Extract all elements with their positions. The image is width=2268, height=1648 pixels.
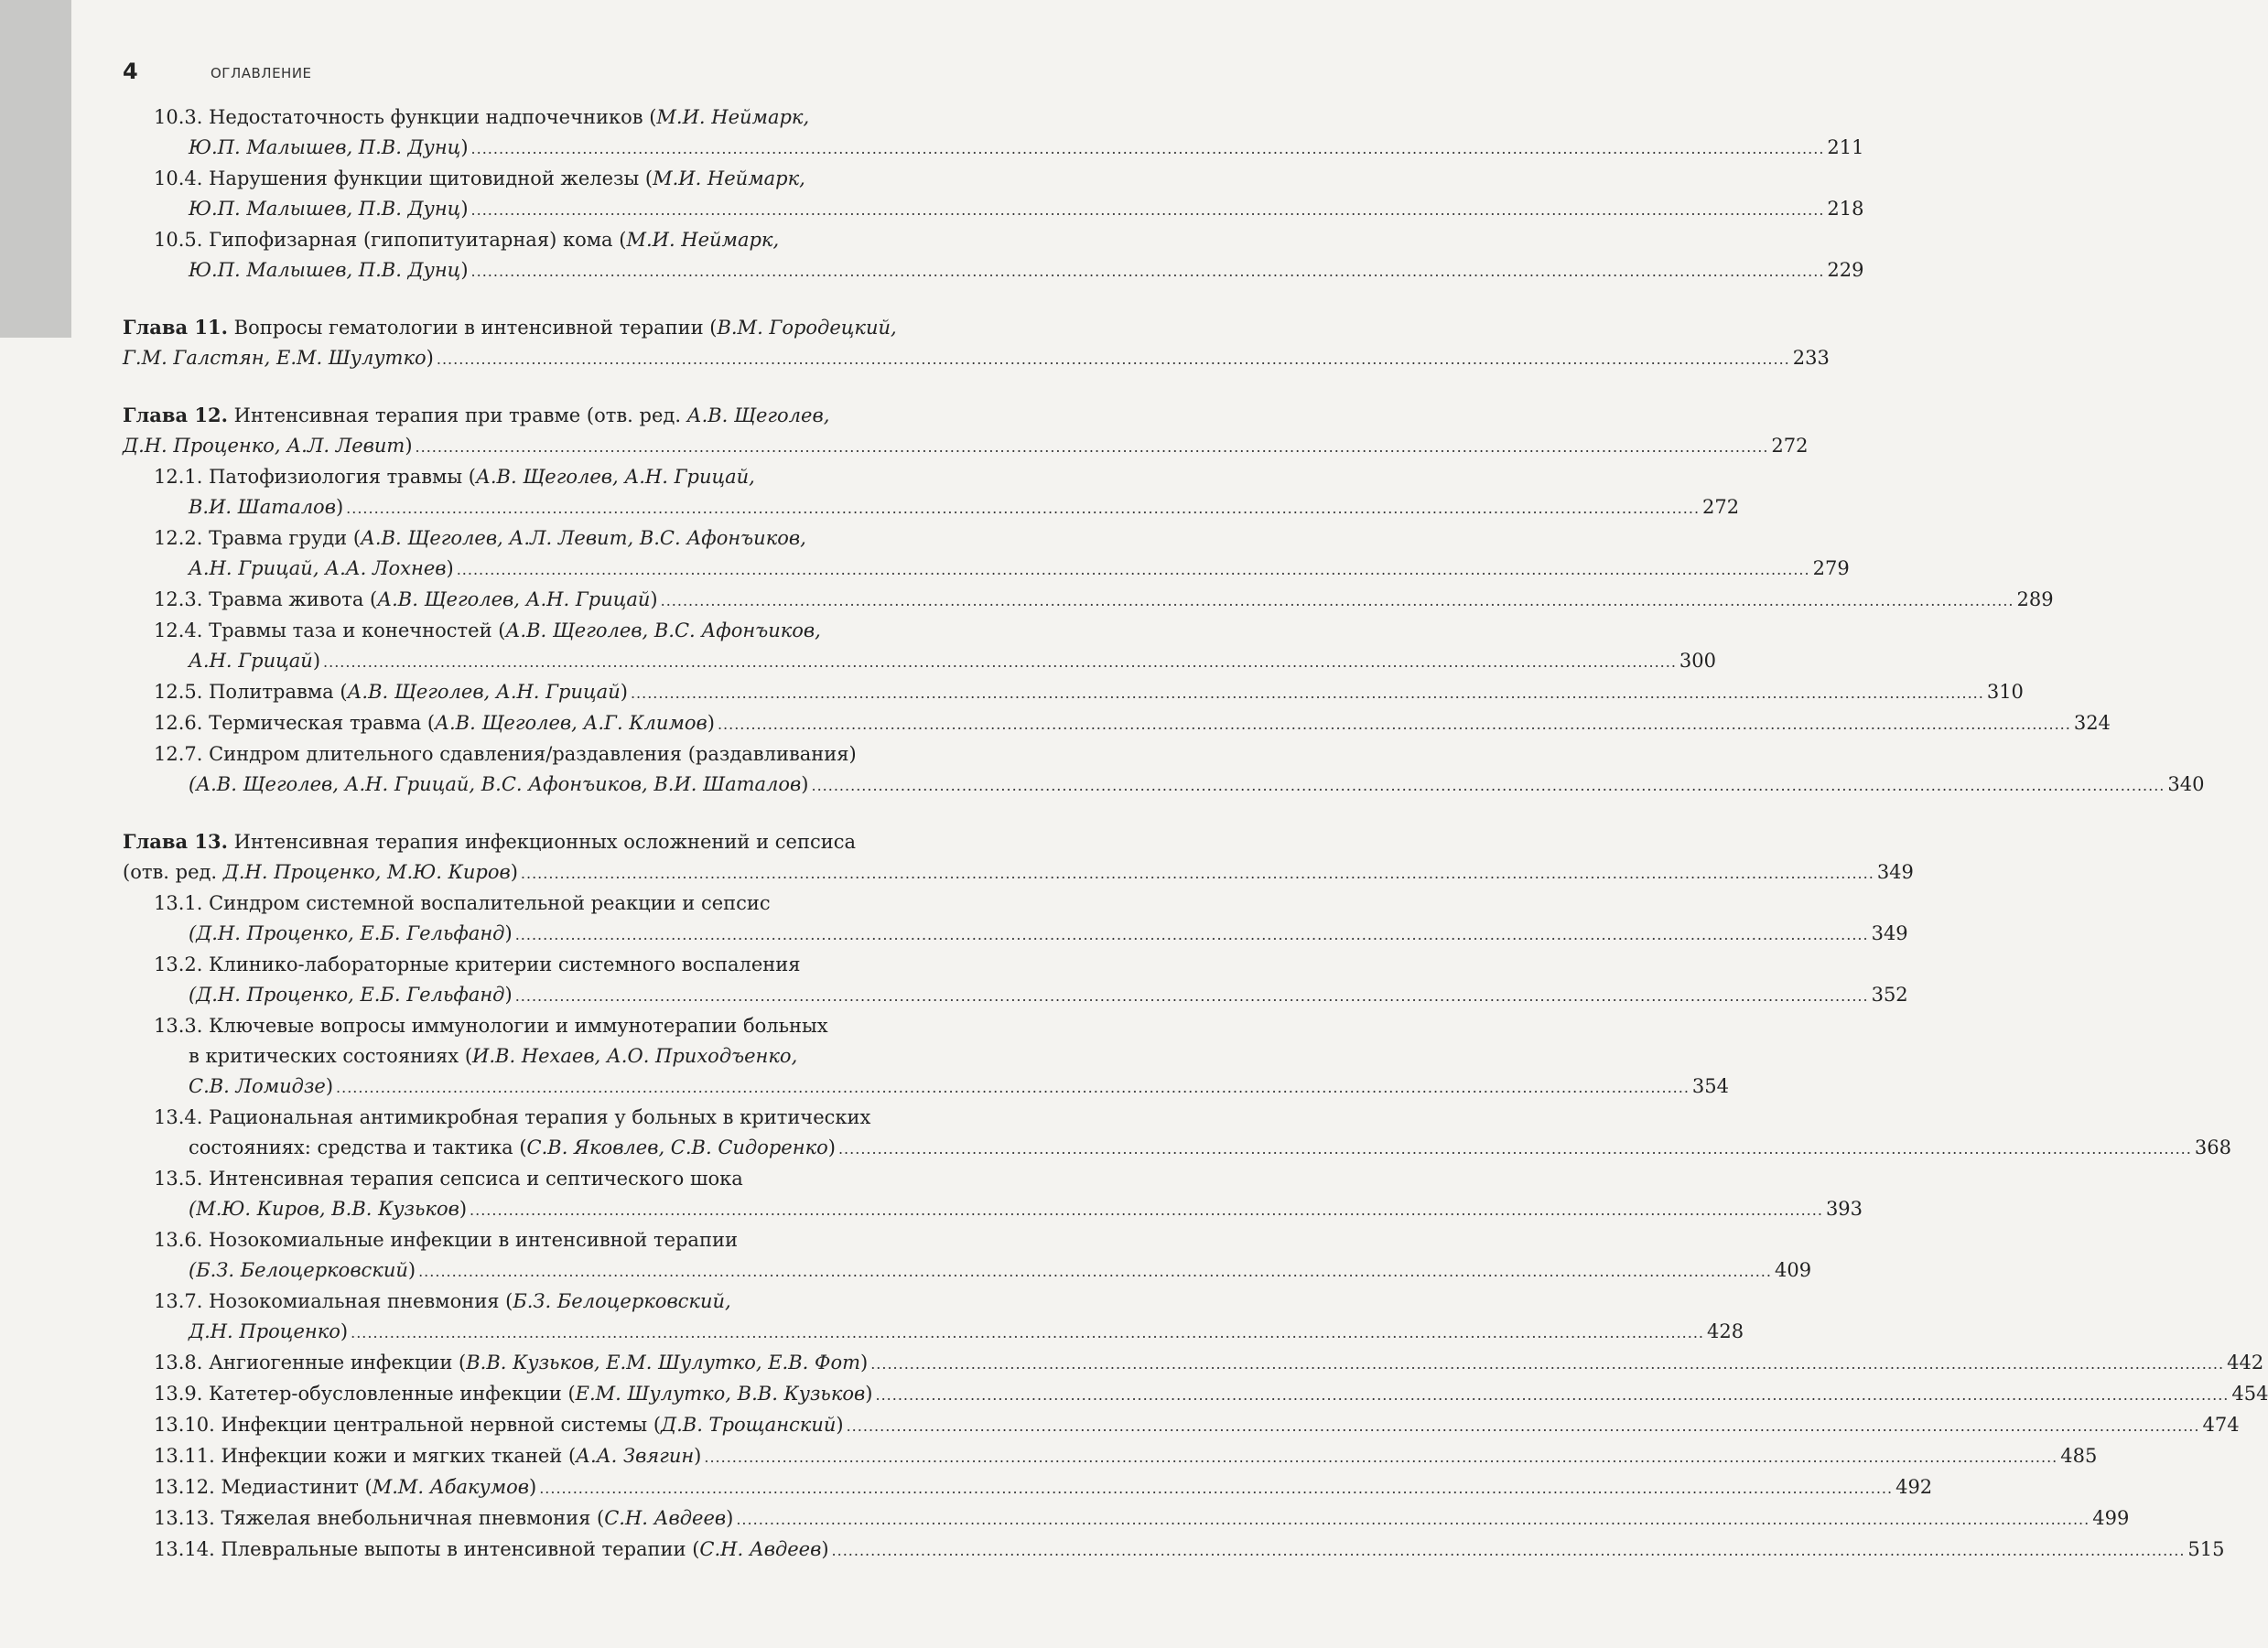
- toc-text-run: ): [865, 1383, 873, 1405]
- dot-leader: [832, 1535, 2186, 1566]
- page-number: 4: [123, 59, 138, 84]
- toc-page-number: 289: [2016, 588, 2054, 610]
- toc-leader-line: [154, 1441, 2098, 1472]
- toc-line: [154, 1011, 1021, 1041]
- toc-section-entry[interactable]: [123, 677, 2024, 708]
- toc-line: [154, 739, 1021, 770]
- toc-leader-line: [154, 770, 2205, 801]
- toc-text-run: Д.Н. Проценко, М.Ю. Киров: [222, 861, 511, 883]
- toc-page-number: 474: [2202, 1414, 2240, 1436]
- toc-section-entry[interactable]: [123, 523, 1850, 585]
- toc-line: [123, 857, 518, 888]
- toc-text-run: 13.4. Рациональная антимикробная терапия у больных в критических: [154, 1106, 871, 1128]
- page-edge-shadow: [0, 0, 71, 338]
- toc-text-run: С.В. Яковлев, С.В. Сидоренко: [526, 1136, 828, 1158]
- toc-text-run: ): [459, 1198, 468, 1220]
- toc-line: [154, 585, 658, 615]
- toc-leader-line: [154, 1410, 2240, 1441]
- toc-line: [154, 708, 715, 738]
- toc-section-entry[interactable]: [123, 462, 1740, 523]
- toc-text-run: Д.В. Трощанский: [661, 1414, 837, 1436]
- toc-page-number: 354: [1691, 1075, 1730, 1097]
- toc-text-run: (М.Ю. Киров, В.В. Кузьков: [189, 1198, 459, 1220]
- toc-chapter-entry[interactable]: [123, 400, 1809, 462]
- toc-text-run: (А.В. Щеголев, А.Н. Грицай, В.С. Афонъиков, В.И. Шаталов: [189, 773, 802, 795]
- toc-page-number: 515: [2187, 1538, 2225, 1560]
- dot-leader: [704, 1442, 2057, 1472]
- toc-text-run: А.В. Щеголев, А.Н. Грицай,: [475, 466, 755, 488]
- toc-leader-line: [154, 1133, 2231, 1164]
- toc-leader-line: [154, 677, 2024, 708]
- toc-section-entry[interactable]: [123, 1011, 1730, 1103]
- toc-line: [123, 343, 434, 373]
- toc-page-number: 492: [1895, 1476, 1933, 1498]
- toc-leader-line: [154, 585, 2054, 616]
- toc-chapter-entry[interactable]: [123, 312, 1830, 374]
- dot-leader: [661, 586, 2014, 616]
- dot-leader: [351, 1318, 1704, 1348]
- toc-text-run: 13.8. Ангиогенные инфекции (: [154, 1352, 467, 1373]
- toc-section-entry[interactable]: [123, 950, 1908, 1011]
- toc-text-run: С.Н. Авдеев: [699, 1538, 822, 1560]
- dot-leader: [631, 678, 1984, 708]
- toc-page-number: 349: [1871, 922, 1908, 944]
- toc-text-run: 13.14. Плевральные выпоты в интенсивной терапии (: [154, 1538, 700, 1560]
- toc-leader-line: [154, 1317, 1744, 1348]
- toc-text-run: Глава 13.: [123, 830, 228, 853]
- toc-page-number: 279: [1812, 557, 1850, 579]
- toc-line: [189, 133, 469, 163]
- toc-line: [189, 1133, 836, 1163]
- toc-section-entry[interactable]: [123, 585, 2054, 616]
- toc-text-run: ): [620, 681, 628, 703]
- dot-leader: [416, 432, 1769, 462]
- toc-page-number: 272: [1702, 496, 1740, 518]
- toc-text-run: Интенсивная терапия инфекционных осложнений и сепсиса: [227, 831, 856, 853]
- toc-text-run: С.В. Ломидзе: [189, 1075, 326, 1097]
- toc-text-run: (Б.З. Белоцерковский: [189, 1259, 408, 1281]
- toc-line: [154, 616, 1021, 646]
- toc-line: [123, 826, 1021, 857]
- toc-text-run: (отв. ред.: [123, 861, 223, 883]
- toc-text-run: ): [446, 557, 454, 579]
- toc-page-number: 218: [1827, 198, 1864, 220]
- toc-page-number: 211: [1827, 136, 1864, 158]
- toc-text-run: И.В. Нехаев, А.О. Приходъенко,: [472, 1045, 798, 1067]
- dot-leader: [718, 709, 2071, 739]
- toc-leader-line: [123, 857, 1914, 889]
- toc-section-entry[interactable]: [123, 1441, 2098, 1472]
- toc-line: [154, 462, 1021, 492]
- toc-page-number: 340: [2167, 773, 2205, 795]
- toc-page-number: 300: [1679, 650, 1717, 672]
- toc-section-entry[interactable]: [123, 708, 2111, 739]
- dot-leader: [736, 1504, 2090, 1535]
- toc-text-run: 13.9. Катетер-обусловленные инфекции (: [154, 1383, 576, 1405]
- toc-leader-line: [154, 980, 1908, 1011]
- toc-text-run: В.В. Кузьков, Е.М. Шулутко, Е.В. Фот: [466, 1352, 860, 1373]
- toc-text-run: 12.1. Патофизиология травмы (: [154, 466, 476, 488]
- toc-section-entry[interactable]: [123, 616, 1717, 677]
- toc-text-run: А.Н. Грицай, А.А. Лохнев: [189, 557, 447, 579]
- toc-line: [154, 1164, 1021, 1194]
- toc-line: [154, 523, 1021, 554]
- toc-text-run: Ю.П. Малышев, П.В. Дунц: [189, 136, 461, 158]
- toc-text-run: А.В. Щеголев,: [686, 404, 830, 426]
- dot-leader: [471, 195, 1825, 225]
- toc-text-run: 13.13. Тяжелая внебольничная пневмония (: [154, 1507, 605, 1529]
- toc-line: [189, 1072, 333, 1102]
- toc-text-run: М.М. Абакумов: [372, 1476, 529, 1498]
- toc-text-run: ): [460, 198, 469, 220]
- toc-leader-line: [154, 492, 1740, 523]
- toc-text-run: ): [405, 435, 413, 457]
- toc-text-run: ): [460, 259, 469, 281]
- toc-text-run: ): [510, 861, 518, 883]
- toc-text-run: Глава 12.: [123, 404, 228, 426]
- toc-line: [154, 1103, 1021, 1133]
- toc-section-entry[interactable]: [123, 1379, 2268, 1410]
- toc-section-entry[interactable]: [123, 1348, 2264, 1379]
- toc-section-entry[interactable]: [123, 1410, 2240, 1441]
- toc-page-number: 324: [2073, 712, 2111, 734]
- dot-leader: [471, 256, 1825, 286]
- toc-text-run: 12.2. Травма груди (: [154, 527, 362, 549]
- dot-leader: [336, 1072, 1690, 1103]
- toc-text-run: ): [726, 1507, 734, 1529]
- toc-text-run: (Д.Н. Проценко, Е.Б. Гельфанд: [189, 922, 505, 944]
- toc-text-run: ): [504, 922, 513, 944]
- toc-leader-line: [123, 343, 1830, 374]
- toc-line: [123, 400, 1021, 431]
- toc-text-run: 13.10. Инфекции центральной нервной системы (: [154, 1414, 662, 1436]
- toc-leader-line: [154, 1072, 1730, 1103]
- toc-section-entry[interactable]: [123, 225, 1864, 286]
- toc-line: [154, 1041, 1021, 1072]
- toc-leader-line: [154, 646, 1717, 677]
- toc-leader-line: [154, 1379, 2268, 1410]
- toc-page-number: 409: [1774, 1259, 1812, 1281]
- dot-leader: [539, 1473, 1893, 1503]
- dot-leader: [437, 344, 1790, 374]
- toc-line: [154, 1287, 1021, 1317]
- toc-text-run: Б.З. Белоцерковский,: [513, 1290, 731, 1312]
- toc-leader-line: [154, 1472, 1933, 1503]
- toc-line: [154, 1535, 829, 1565]
- toc-leader-line: [154, 194, 1864, 225]
- toc-text-run: ): [650, 588, 658, 610]
- toc-line: [154, 225, 1021, 255]
- toc-leader-line: [154, 133, 1864, 164]
- toc-line: [154, 1441, 701, 1471]
- toc-text-run: 12.5. Политравма (: [154, 681, 348, 703]
- toc-page-number: 352: [1871, 984, 1908, 1006]
- toc-text-run: 12.6. Термическая травма (: [154, 712, 436, 734]
- toc-section-entry[interactable]: [123, 102, 1864, 164]
- toc-line: [123, 312, 1021, 343]
- toc-text-run: 13.11. Инфекции кожи и мягких тканей (: [154, 1445, 577, 1467]
- toc-page-number: 233: [1792, 347, 1830, 369]
- toc-text-run: 12.3. Травма живота (: [154, 588, 378, 610]
- toc-text-run: А.В. Щеголев, А.Н. Грицай: [347, 681, 621, 703]
- toc-text-run: 12.4. Травмы таза и конечностей (: [154, 619, 506, 641]
- toc-text-run: Глава 11.: [123, 316, 228, 339]
- toc-text-run: ): [801, 773, 809, 795]
- toc-section-entry[interactable]: [123, 1472, 1933, 1503]
- dot-leader: [346, 493, 1700, 523]
- toc-line: [123, 431, 413, 461]
- toc-text-run: ): [460, 136, 469, 158]
- toc-text-run: ): [528, 1476, 537, 1498]
- toc-text-run: 12.7. Синдром длительного сдавления/раздавления (раздавливания): [154, 743, 857, 765]
- toc-line: [154, 1348, 868, 1378]
- toc-text-run: Ю.П. Малышев, П.В. Дунц: [189, 259, 461, 281]
- toc-page-number: 368: [2194, 1136, 2231, 1158]
- toc-leader-line: [154, 1535, 2225, 1566]
- toc-text-run: 13.2. Клинико-лабораторные критерии системного воспаления: [154, 953, 801, 975]
- toc-leader-line: [154, 1348, 2264, 1379]
- toc-text-run: М.И. Неймарк,: [626, 229, 780, 251]
- dot-leader: [847, 1411, 2200, 1441]
- running-title: ОГЛАВЛЕНИЕ: [211, 65, 312, 81]
- toc-leader-line: [154, 1194, 1863, 1225]
- toc-text-run: Е.М. Шулутко, В.В. Кузьков: [575, 1383, 866, 1405]
- toc-line: [154, 1503, 733, 1534]
- toc-section-entry[interactable]: [123, 1225, 1812, 1287]
- toc-page-number: 310: [1986, 681, 2024, 703]
- toc-leader-line: [154, 708, 2111, 739]
- dot-leader: [457, 555, 1810, 585]
- toc-text-run: ): [860, 1352, 869, 1373]
- toc-text-run: А.В. Щеголев, А.Н. Грицай: [377, 588, 651, 610]
- toc-page-number: 272: [1771, 435, 1809, 457]
- toc-line: [189, 980, 513, 1010]
- toc-text-run: 10.3. Недостаточность функции надпочечников (: [154, 106, 657, 128]
- toc-leader-line: [154, 255, 1864, 286]
- toc-line: [189, 554, 454, 584]
- dot-leader: [515, 920, 1869, 950]
- toc-text-run: С.Н. Авдеев: [604, 1507, 727, 1529]
- toc-text-run: 13.7. Нозокомиальная пневмония (: [154, 1290, 513, 1312]
- toc-text-run: 10.5. Гипофизарная (гипопитуитарная) кома (: [154, 229, 627, 251]
- toc-page-number: 428: [1707, 1320, 1744, 1342]
- toc-line: [189, 1194, 467, 1224]
- toc-text-run: ): [407, 1259, 416, 1281]
- toc-text-run: Г.М. Галстян, Е.М. Шулутко: [123, 347, 427, 369]
- toc-section-entry[interactable]: [123, 1287, 1744, 1348]
- toc-leader-line: [154, 1255, 1812, 1287]
- toc-text-run: 13.1. Синдром системной воспалительной реакции и сепсис: [154, 892, 771, 914]
- toc-leader-line: [123, 431, 1809, 462]
- toc-text-run: Д.Н. Проценко, А.Л. Левит: [123, 435, 405, 457]
- toc-line: [189, 492, 343, 522]
- toc-text-run: в критических состояниях (: [189, 1045, 473, 1067]
- toc-line: [189, 255, 469, 285]
- toc-section-entry[interactable]: [123, 1535, 2225, 1566]
- toc-text-run: ): [836, 1414, 844, 1436]
- dot-leader: [470, 1195, 1823, 1225]
- toc-leader-line: [154, 554, 1850, 585]
- toc-section-entry[interactable]: [123, 1164, 1863, 1225]
- toc-text-run: 13.12. Медиастинит (: [154, 1476, 373, 1498]
- toc-line: [189, 770, 809, 800]
- toc-line: [154, 677, 628, 707]
- toc-section-entry[interactable]: [123, 1103, 2231, 1164]
- toc-text-run: ): [426, 347, 434, 369]
- toc-section-entry[interactable]: [123, 739, 2205, 801]
- toc-text-run: состояниях: средства и тактика (: [189, 1136, 527, 1158]
- dot-leader: [812, 770, 2165, 801]
- toc-page-number: 485: [2060, 1445, 2098, 1467]
- toc-line: [189, 1255, 416, 1286]
- toc-text-run: Интенсивная терапия при травме (отв. ред.: [227, 404, 687, 426]
- toc-text-run: А.Н. Грицай: [189, 650, 313, 672]
- toc-text-run: М.И. Неймарк,: [656, 106, 810, 128]
- toc-leader-line: [154, 1503, 2130, 1535]
- toc-line: [154, 164, 1021, 194]
- toc-text-run: ): [335, 496, 344, 518]
- toc-line: [154, 950, 1021, 980]
- toc-text-run: А.В. Щеголев, А.Г. Климов: [435, 712, 707, 734]
- toc-section-entry[interactable]: [123, 889, 1908, 950]
- toc-text-run: Ю.П. Малышев, П.В. Дунц: [189, 198, 461, 220]
- toc-text-run: В.М. Городецкий,: [717, 317, 897, 339]
- toc-page-number: 349: [1876, 861, 1914, 883]
- dot-leader: [870, 1349, 2224, 1379]
- toc-text-run: ): [325, 1075, 334, 1097]
- toc-text-run: 13.3. Ключевые вопросы иммунологии и иммунотерапии больных: [154, 1015, 828, 1037]
- toc-text-run: (Д.Н. Проценко, Е.Б. Гельфанд: [189, 984, 505, 1006]
- toc-text-run: А.А. Звягин: [576, 1445, 695, 1467]
- toc-line: [154, 1225, 1021, 1255]
- toc-line: [189, 919, 513, 949]
- toc-leader-line: [154, 919, 1908, 950]
- toc-text-run: ): [504, 984, 513, 1006]
- toc-text-run: 13.6. Нозокомиальные инфекции в интенсивной терапии: [154, 1229, 738, 1251]
- toc-text-run: ): [312, 650, 321, 672]
- toc-text-run: ): [340, 1320, 349, 1342]
- toc-line: [189, 1317, 348, 1347]
- toc-text-run: ): [827, 1136, 836, 1158]
- dot-leader: [471, 134, 1825, 164]
- toc-page-number: 442: [2227, 1352, 2264, 1373]
- toc-line: [154, 889, 1021, 919]
- dot-leader: [875, 1380, 2229, 1410]
- toc-line: [189, 646, 320, 676]
- toc-page-number: 454: [2231, 1383, 2268, 1405]
- dot-leader: [838, 1134, 2192, 1164]
- toc-text-run: А.В. Щеголев, А.Л. Левит, В.С. Афонъиков,: [361, 527, 806, 549]
- table-of-contents: [123, 102, 2268, 1566]
- toc-line: [154, 1410, 844, 1440]
- toc-text-run: Д.Н. Проценко: [189, 1320, 340, 1342]
- toc-text-run: 10.4. Нарушения функции щитовидной железы (: [154, 167, 653, 189]
- toc-line: [154, 1379, 872, 1409]
- toc-text-run: А.В. Щеголев, В.С. Афонъиков,: [505, 619, 821, 641]
- dot-leader: [323, 647, 1677, 677]
- toc-line: [154, 102, 1021, 133]
- toc-text-run: В.И. Шаталов: [189, 496, 336, 518]
- toc-text-run: Вопросы гематологии в интенсивной терапии (: [227, 317, 718, 339]
- toc-text-run: ): [707, 712, 715, 734]
- toc-section-entry[interactable]: [123, 1503, 2130, 1535]
- toc-section-entry[interactable]: [123, 164, 1864, 225]
- dot-leader: [515, 981, 1869, 1011]
- toc-text-run: 13.5. Интенсивная терапия сепсиса и септического шока: [154, 1168, 743, 1190]
- dot-leader: [418, 1256, 1772, 1287]
- toc-page-number: 229: [1827, 259, 1864, 281]
- toc-chapter-entry[interactable]: [123, 826, 1914, 889]
- toc-line: [189, 194, 469, 224]
- toc-page-number: 499: [2092, 1507, 2130, 1529]
- dot-leader: [521, 858, 1874, 889]
- toc-text-run: ): [694, 1445, 702, 1467]
- toc-text-run: М.И. Неймарк,: [653, 167, 805, 189]
- toc-page-number: 393: [1825, 1198, 1863, 1220]
- toc-text-run: ): [821, 1538, 829, 1560]
- toc-line: [154, 1472, 536, 1503]
